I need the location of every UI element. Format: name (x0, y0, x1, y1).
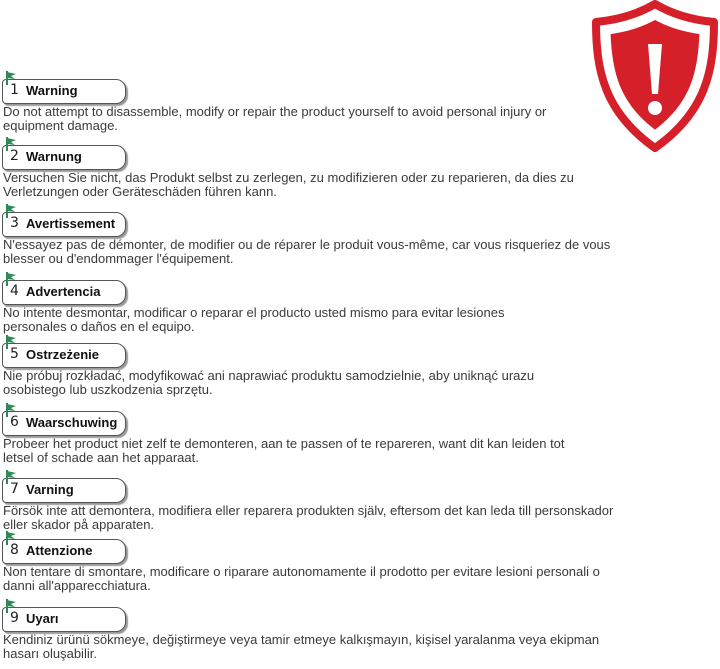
section-text (3, 171, 643, 199)
section-label (2, 278, 126, 305)
section-number: 3 (10, 215, 19, 231)
section-label (2, 210, 126, 237)
section-label (2, 409, 126, 436)
section-number: 5 (10, 346, 19, 362)
text-line: Verletzungen oder Geräteschäden führen kann. (3, 184, 277, 199)
section-number: 6 (10, 414, 19, 430)
text-line: osobistego lub uszkodzenia sprzętu. (3, 382, 213, 397)
text-line: danni all'apparecchiatura. (3, 578, 151, 593)
text-line: Versuchen Sie nicht, das Produkt selbst zu zerlegen, zu modifizieren oder zu reparieren, da dies zu (3, 170, 574, 185)
section-number: 2 (10, 148, 19, 164)
section-title: Waarschuwing (26, 415, 118, 430)
section-text (3, 504, 643, 532)
section-number: 9 (10, 610, 19, 626)
text-line: Nie próbuj rozkładać, modyfikować ani naprawiać produktu samodzielnie, aby uniknąć urazu (3, 368, 535, 383)
text-line: Probeer het product niet zelf te demonteren, aan te passen of te repareren, want dit kan leiden tot (3, 436, 565, 451)
text-line: Do not attempt to disassemble, modify or repair the product yourself to avoid personal injury or (3, 104, 547, 119)
section-label (2, 143, 126, 170)
text-line: Non tentare di smontare, modificare o riparare autonomamente il prodotto per evitare lesioni personali o (3, 564, 600, 579)
section-text (3, 437, 643, 465)
text-line: Försök inte att demontera, modifiera eller reparera produkten själv, eftersom det kan leda till personskador (3, 503, 614, 518)
section-number: 8 (10, 542, 19, 558)
text-line: eller skador på apparaten. (3, 517, 155, 532)
section-title: Attenzione (26, 543, 93, 558)
section-label (2, 537, 126, 564)
section-title: Advertencia (26, 284, 101, 299)
section-label (2, 341, 126, 368)
section-number: 1 (10, 82, 19, 98)
section-title: Uyarı (26, 611, 59, 626)
text-line: personales o daños en el equipo. (3, 319, 195, 334)
section-text (3, 633, 643, 661)
section-text (3, 565, 643, 593)
text-line: No intente desmontar, modificar o reparar el producto usted mismo para evitar lesiones (3, 305, 505, 320)
text-line: hasarı oluşabilir. (3, 646, 97, 661)
section-title: Warning (26, 83, 78, 98)
section-label (2, 476, 126, 503)
section-title: Warnung (26, 149, 82, 164)
section-label (2, 77, 126, 104)
section-text (3, 369, 643, 397)
text-line: N'essayez pas de démonter, de modifier ou de réparer le produit vous-même, car vous risqueriez de vous (3, 237, 611, 252)
text-line: Kendiniz ürünü sökmeye, değiştirmeye veya tamir etmeye kalkışmayın, kişisel yaralanma veya ekipman (3, 632, 600, 647)
text-line: blesser ou d'endommager l'équipement. (3, 251, 234, 266)
text-line: letsel of schade aan het apparaat. (3, 450, 199, 465)
label-box (2, 607, 126, 632)
section-title: Varning (26, 482, 74, 497)
section-text (3, 306, 643, 334)
section-title: Ostrzeżenie (26, 347, 99, 362)
text-line: equipment damage. (3, 118, 118, 133)
section-number: 4 (10, 283, 19, 299)
section-label (2, 605, 126, 632)
section-text (3, 238, 643, 266)
section-title: Avertissement (26, 216, 116, 231)
section-number: 7 (10, 481, 19, 497)
section-text (3, 105, 643, 133)
